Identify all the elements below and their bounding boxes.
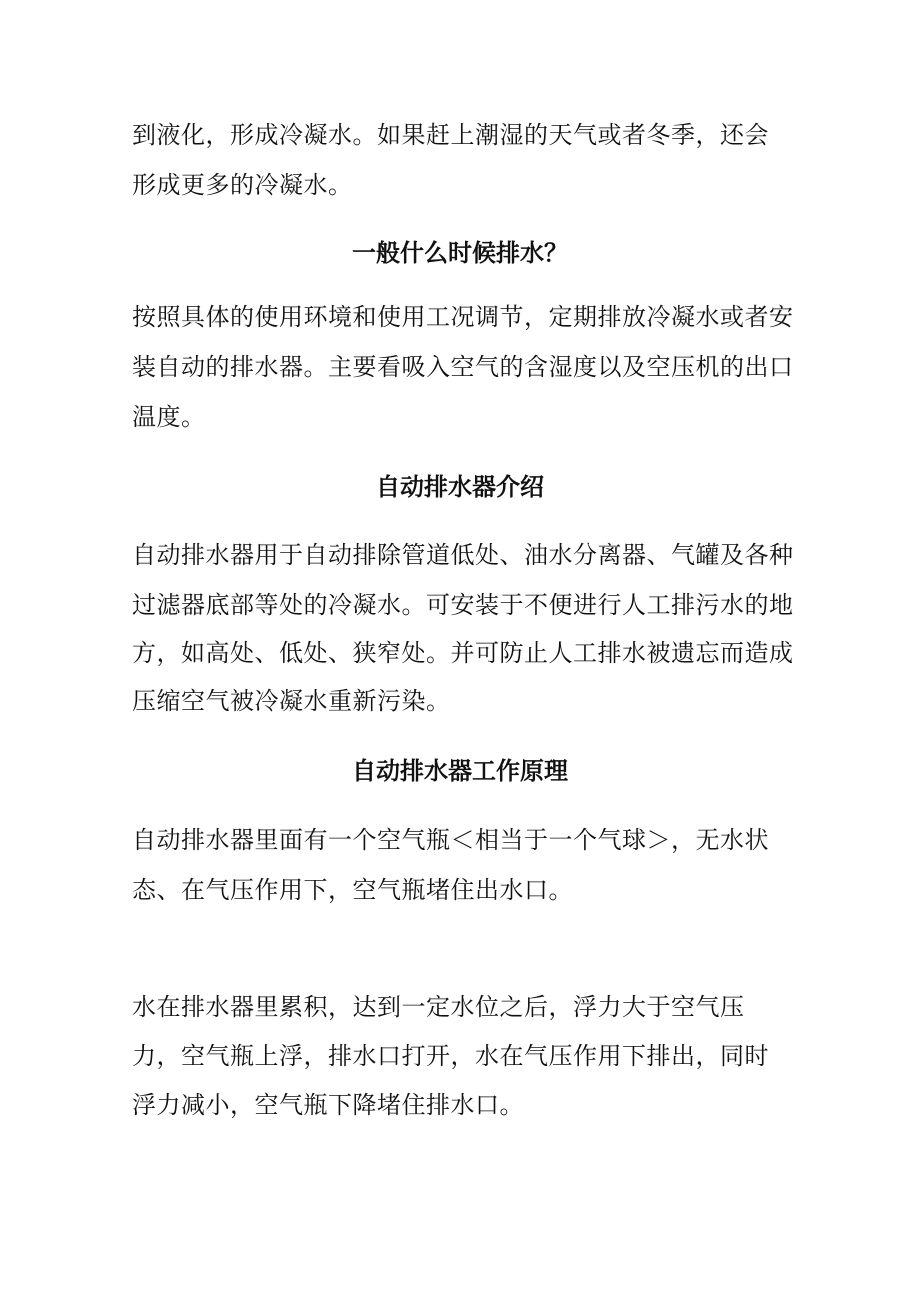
paragraph-line: 温度。 [132,403,206,431]
paragraph-line: 装自动的排水器。主要看吸入空气的含湿度以及空压机的出口 [132,353,794,381]
section-heading-when-drain: 一般什么时候排水？ [352,239,568,267]
paragraph-line: 力，空气瓶上浮，排水口打开，水在气压作用下排出，同时 [132,1042,769,1070]
paragraph-line: 过滤器底部等处的冷凝水。可安装于不便进行人工排污水的地 [132,591,794,619]
paragraph-line: 按照具体的使用环境和使用工况调节，定期排放冷凝水或者安 [132,303,794,331]
paragraph-line: 方，如高处、低处、狭窄处。并可防止人工排水被遗忘而造成 [132,639,794,667]
paragraph-line: 水在排水器里累积，达到一定水位之后，浮力大于空气压 [132,993,745,1021]
section-heading-drainer-intro: 自动排水器介绍 [376,473,544,501]
paragraph-line: 自动排水器用于自动排除管道低处、油水分离器、气罐及各种 [132,541,794,569]
section-heading-working-principle: 自动排水器工作原理 [352,757,568,785]
paragraph-line: 自动排水器里面有一个空气瓶＜相当于一个气球＞，无水状 [132,826,769,854]
paragraph-line: 形成更多的冷凝水。 [132,171,353,199]
paragraph-line: 浮力减小，空气瓶下降堵住排水口。 [132,1091,524,1119]
paragraph-line: 压缩空气被冷凝水重新污染。 [132,687,451,715]
paragraph-line: 态、在气压作用下，空气瓶堵住出水口。 [132,876,573,904]
paragraph-line: 到液化，形成冷凝水。如果赶上潮湿的天气或者冬季，还会 [132,121,769,149]
